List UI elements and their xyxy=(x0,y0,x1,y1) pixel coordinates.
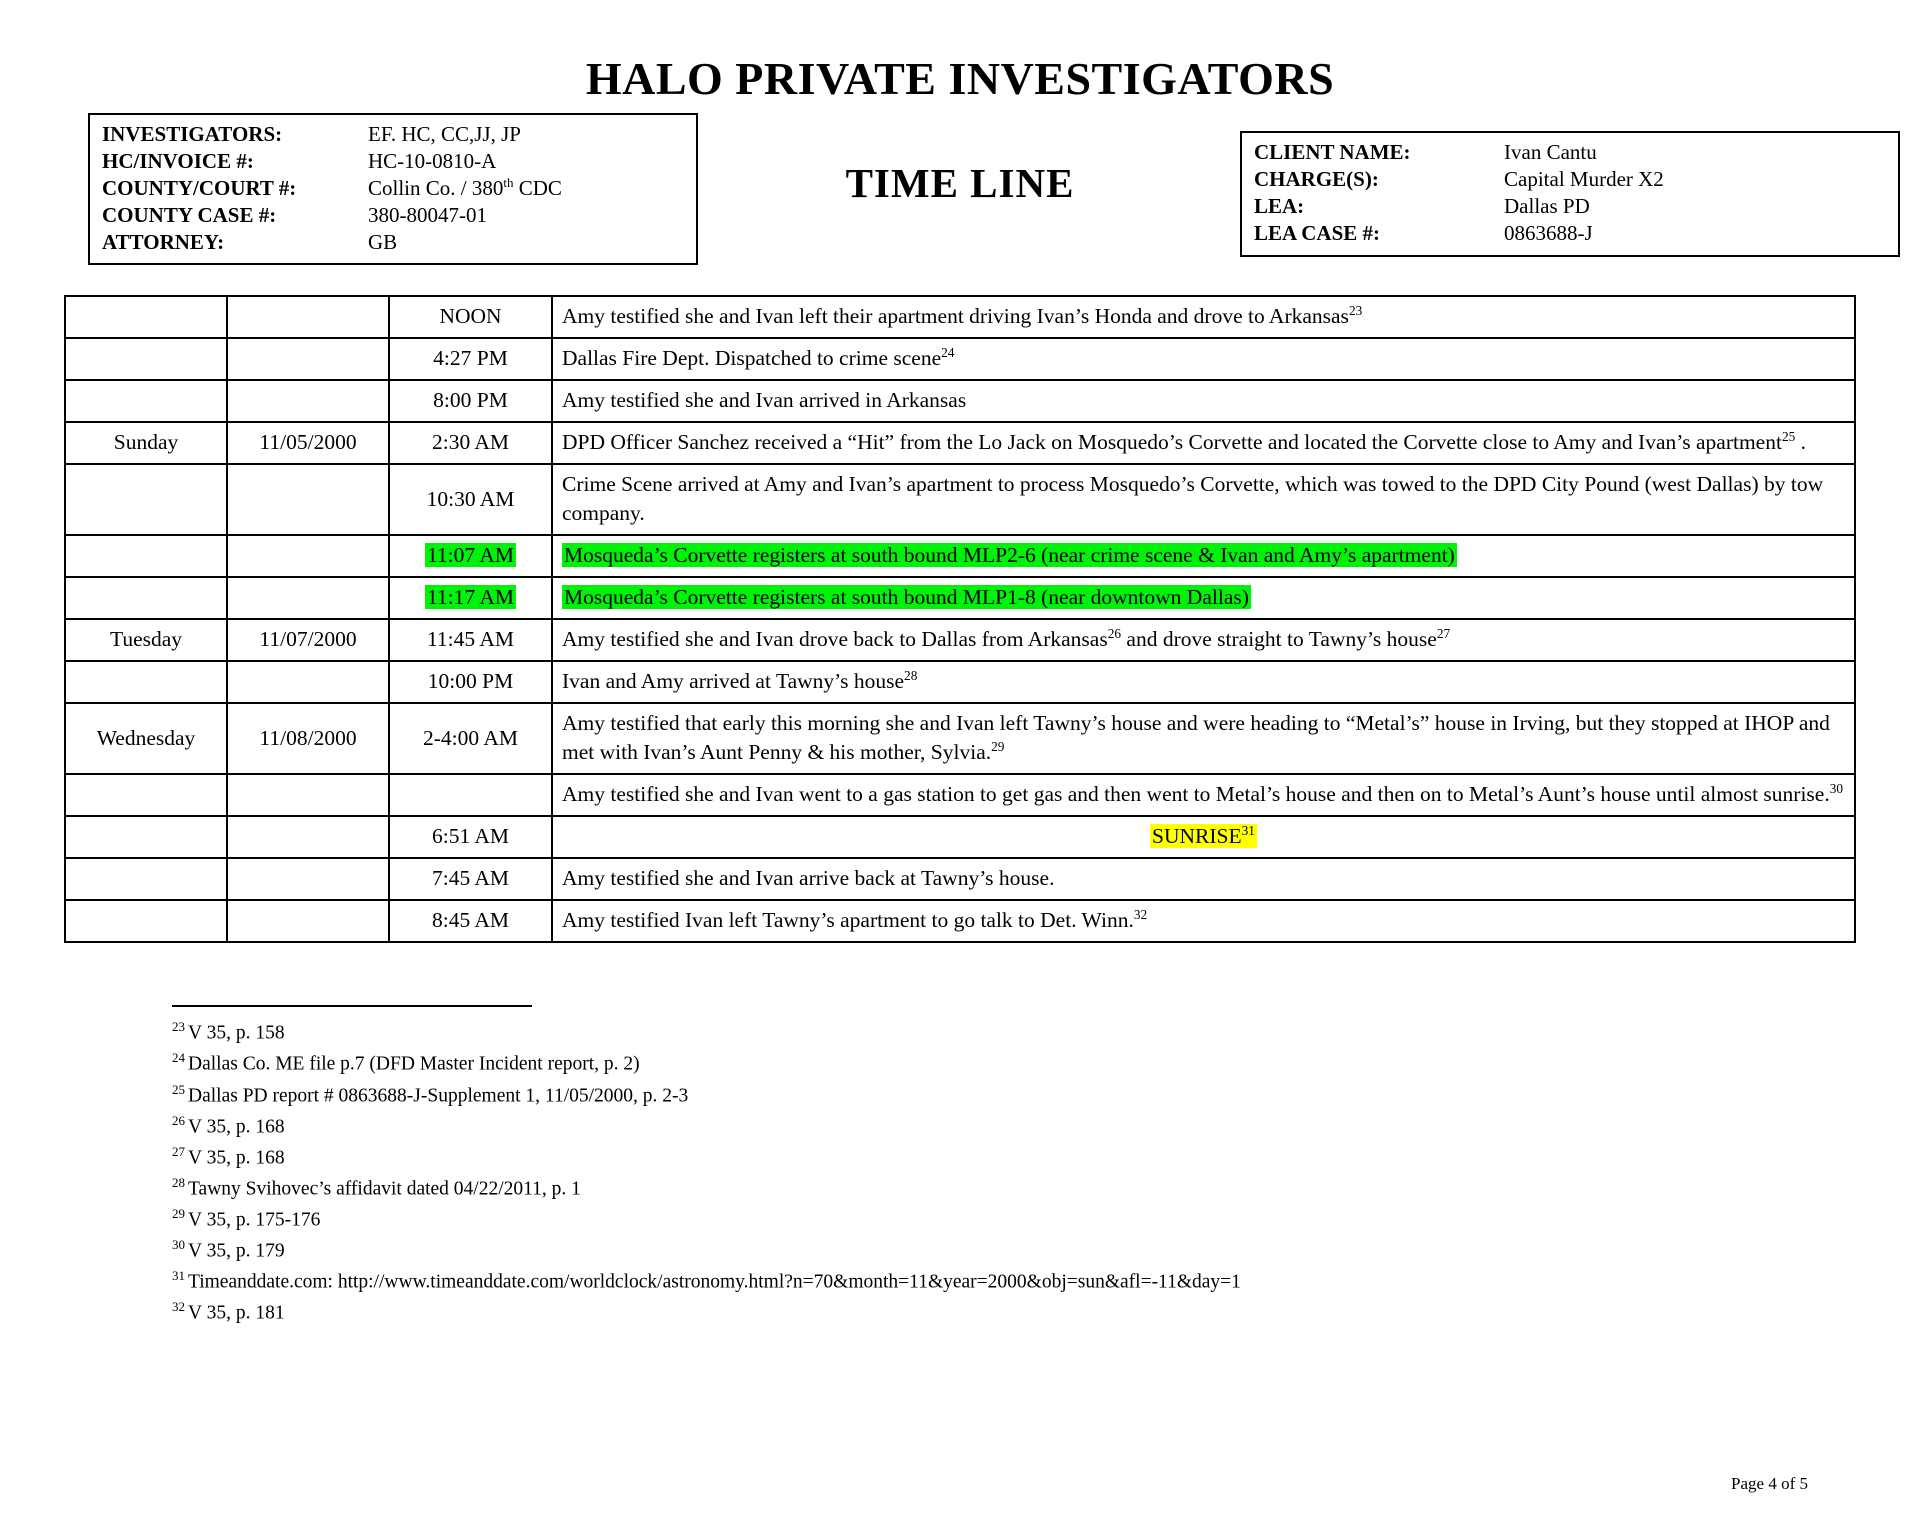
case-info-value: 380-80047-01 xyxy=(368,202,487,227)
client-info-value: Capital Murder X2 xyxy=(1504,166,1664,191)
footnote-number: 26 xyxy=(172,1112,185,1128)
cell-day xyxy=(65,661,227,703)
case-info-label: HC/INVOICE #: xyxy=(102,148,254,173)
footnote-text: Tawny Svihovec’s affidavit dated 04/22/2011, p. 1 xyxy=(188,1178,581,1200)
case-info-line xyxy=(102,229,686,256)
client-info-label: CHARGE(S): xyxy=(1254,166,1379,191)
table-row xyxy=(65,774,1855,816)
cell-date: 11/08/2000 xyxy=(227,703,389,774)
cell-date xyxy=(227,338,389,380)
table-row xyxy=(65,703,1855,774)
client-info-label: LEA CASE #: xyxy=(1254,220,1381,245)
footnotes-section xyxy=(172,1005,1672,1328)
client-info-value: 0863688-J xyxy=(1504,220,1593,245)
cell-time xyxy=(389,774,552,816)
client-info-line xyxy=(1254,139,1888,166)
cell-description: Dallas Fire Dept. Dispatched to crime scene$^{24}$ xyxy=(552,338,1855,380)
footnote-item xyxy=(172,1204,1672,1235)
page-title: HALO PRIVATE INVESTIGATORS xyxy=(585,53,1335,104)
table-row xyxy=(65,661,1855,703)
footnote-item xyxy=(172,1266,1672,1297)
footnote-number: 27 xyxy=(172,1143,185,1159)
case-info-label: COUNTY/COURT #: xyxy=(102,175,297,200)
table-row xyxy=(65,619,1855,661)
footnote-item xyxy=(172,1142,1672,1173)
cell-description: Amy testified she and Ivan went to a gas station to get gas and then went to Metal’s house and then on to Metal’s Aunt’s house until almost sunrise.$^{30}$ xyxy=(552,774,1855,816)
client-info-value: Ivan Cantu xyxy=(1504,140,1597,164)
table-row xyxy=(65,464,1855,535)
cell-time: 10:30 AM xyxy=(389,464,552,535)
cell-time: NOON xyxy=(389,296,552,338)
cell-date xyxy=(227,858,389,900)
footnote-text: V 35, p. 168 xyxy=(188,1116,285,1138)
cell-description: Amy testified that early this morning she and Ivan left Tawny’s house and were heading to “Metal’s” house in Irving, but they stopped at IHOP and met with Ivan’s Aunt Penny & his mother, Sylvia.$^{29}$ xyxy=(552,703,1855,774)
footnote-item xyxy=(172,1173,1672,1204)
case-info-label: COUNTY CASE #: xyxy=(102,202,277,227)
case-info-label: ATTORNEY: xyxy=(102,229,225,254)
footnote-number: 25 xyxy=(172,1081,185,1097)
document-header xyxy=(0,113,1920,273)
footnote-item xyxy=(172,1017,1672,1048)
cell-description: SUNRISE$^{31}$ xyxy=(552,816,1855,858)
cell-day: Tuesday xyxy=(65,619,227,661)
footnote-item xyxy=(172,1111,1672,1142)
cell-date xyxy=(227,464,389,535)
cell-day xyxy=(65,858,227,900)
table-row xyxy=(65,858,1855,900)
footnote-number: 32 xyxy=(172,1299,185,1315)
document-page xyxy=(0,52,1920,1536)
client-info-box xyxy=(1240,131,1900,257)
footnote-number: 28 xyxy=(172,1174,185,1190)
cell-time: 4:27 PM xyxy=(389,338,552,380)
footnote-text: Dallas Co. ME file p.7 (DFD Master Incident report, p. 2) xyxy=(188,1053,640,1075)
footnote-item xyxy=(172,1080,1672,1111)
client-info-label: LEA: xyxy=(1254,193,1305,218)
case-info-label: INVESTIGATORS: xyxy=(102,122,283,146)
cell-description: Amy testified she and Ivan arrive back at Tawny’s house. xyxy=(552,858,1855,900)
client-info-line xyxy=(1254,166,1888,193)
table-row xyxy=(65,900,1855,942)
cell-description: Amy testified she and Ivan drove back to Dallas from Arkansas$^{26}$ and drove straight to Tawny’s house$^{27}$ xyxy=(552,619,1855,661)
cell-date xyxy=(227,816,389,858)
cell-time: 11:17 AM xyxy=(389,577,552,619)
table-row xyxy=(65,380,1855,422)
table-row xyxy=(65,296,1855,338)
cell-time: 8:00 PM xyxy=(389,380,552,422)
footnote-divider xyxy=(172,1005,532,1007)
cell-date xyxy=(227,296,389,338)
cell-time: 6:51 AM xyxy=(389,816,552,858)
case-info-value: EF. HC, CC,JJ, JP xyxy=(368,122,521,146)
table-row xyxy=(65,422,1855,464)
cell-description: Amy testified she and Ivan left their apartment driving Ivan’s Honda and drove to Arkansas$^{23}$ xyxy=(552,296,1855,338)
cell-date xyxy=(227,900,389,942)
cell-date xyxy=(227,535,389,577)
footnote-text: V 35, p. 181 xyxy=(188,1302,285,1324)
cell-day xyxy=(65,296,227,338)
footnote-item xyxy=(172,1297,1672,1328)
cell-description: Ivan and Amy arrived at Tawny’s house$^{28}$ xyxy=(552,661,1855,703)
footnote-text: Timeanddate.com: http://www.timeanddate.com/worldclock/astronomy.html?n=70&month=11&year=2000&obj=sun&afl=-11&day=1 xyxy=(188,1271,1241,1293)
table-row xyxy=(65,816,1855,858)
footnote-text: Dallas PD report # 0863688-J-Supplement 1, 11/05/2000, p. 2-3 xyxy=(188,1085,689,1106)
client-info-label: CLIENT NAME: xyxy=(1254,140,1411,164)
timeline-table xyxy=(64,295,1856,943)
cell-day xyxy=(65,774,227,816)
cell-time: 11:07 AM xyxy=(389,535,552,577)
cell-description: Mosqueda’s Corvette registers at south bound MLP2-6 (near crime scene & Ivan and Amy’s apartment) xyxy=(552,535,1855,577)
cell-day xyxy=(65,816,227,858)
footnote-number: 31 xyxy=(172,1268,185,1284)
cell-day xyxy=(65,338,227,380)
cell-description: Crime Scene arrived at Amy and Ivan’s apartment to process Mosquedo’s Corvette, which was towed to the DPD City Pound (west Dallas) by tow company. xyxy=(552,464,1855,535)
cell-time: 8:45 AM xyxy=(389,900,552,942)
footnote-text: V 35, p. 175-176 xyxy=(188,1209,321,1231)
cell-day xyxy=(65,577,227,619)
cell-day: Wednesday xyxy=(65,703,227,774)
cell-date xyxy=(227,380,389,422)
cell-description: Amy testified Ivan left Tawny’s apartment to go talk to Det. Winn.$^{32}$ xyxy=(552,900,1855,942)
footnote-number: 30 xyxy=(172,1237,185,1253)
cell-date xyxy=(227,661,389,703)
footnote-text: V 35, p. 168 xyxy=(188,1147,285,1169)
cell-description: Amy testified she and Ivan arrived in Arkansas xyxy=(552,380,1855,422)
table-row xyxy=(65,535,1855,577)
footnote-number: 29 xyxy=(172,1206,185,1221)
footnote-item xyxy=(172,1235,1672,1266)
cell-day xyxy=(65,900,227,942)
cell-day xyxy=(65,464,227,535)
cell-date xyxy=(227,577,389,619)
cell-description: DPD Officer Sanchez received a “Hit” from the Lo Jack on Mosquedo’s Corvette and located the Corvette close to Amy and Ivan’s apartment$^{25}$ . xyxy=(552,422,1855,464)
client-info-line xyxy=(1254,193,1888,220)
footnote-text: V 35, p. 158 xyxy=(188,1022,285,1044)
cell-day xyxy=(65,380,227,422)
page-number: Page 4 of 5 xyxy=(1731,1474,1808,1493)
cell-day: Sunday xyxy=(65,422,227,464)
footnote-text: V 35, p. 179 xyxy=(188,1240,285,1262)
cell-time: 7:45 AM xyxy=(389,858,552,900)
cell-time: 10:00 PM xyxy=(389,661,552,703)
case-info-value: HC-10-0810-A xyxy=(368,148,497,173)
cell-time: 11:45 AM xyxy=(389,619,552,661)
cell-time: 2:30 AM xyxy=(389,422,552,464)
table-row xyxy=(65,338,1855,380)
footnote-number: 23 xyxy=(172,1019,185,1035)
cell-time: 2-4:00 AM xyxy=(389,703,552,774)
footnote-number: 24 xyxy=(172,1050,185,1066)
client-info-value: Dallas PD xyxy=(1504,193,1590,218)
table-row xyxy=(65,577,1855,619)
timeline-heading: TIME LINE xyxy=(845,160,1075,206)
case-info-line xyxy=(102,121,686,148)
footnote-item xyxy=(172,1048,1672,1079)
cell-date xyxy=(227,774,389,816)
case-info-value: Collin Co. / 380th CDC xyxy=(368,174,562,200)
cell-date: 11/07/2000 xyxy=(227,619,389,661)
cell-day xyxy=(65,535,227,577)
case-info-value: GB xyxy=(368,229,398,254)
cell-date: 11/05/2000 xyxy=(227,422,389,464)
cell-description: Mosqueda’s Corvette registers at south bound MLP1-8 (near downtown Dallas) xyxy=(552,577,1855,619)
client-info-line xyxy=(1254,220,1888,247)
